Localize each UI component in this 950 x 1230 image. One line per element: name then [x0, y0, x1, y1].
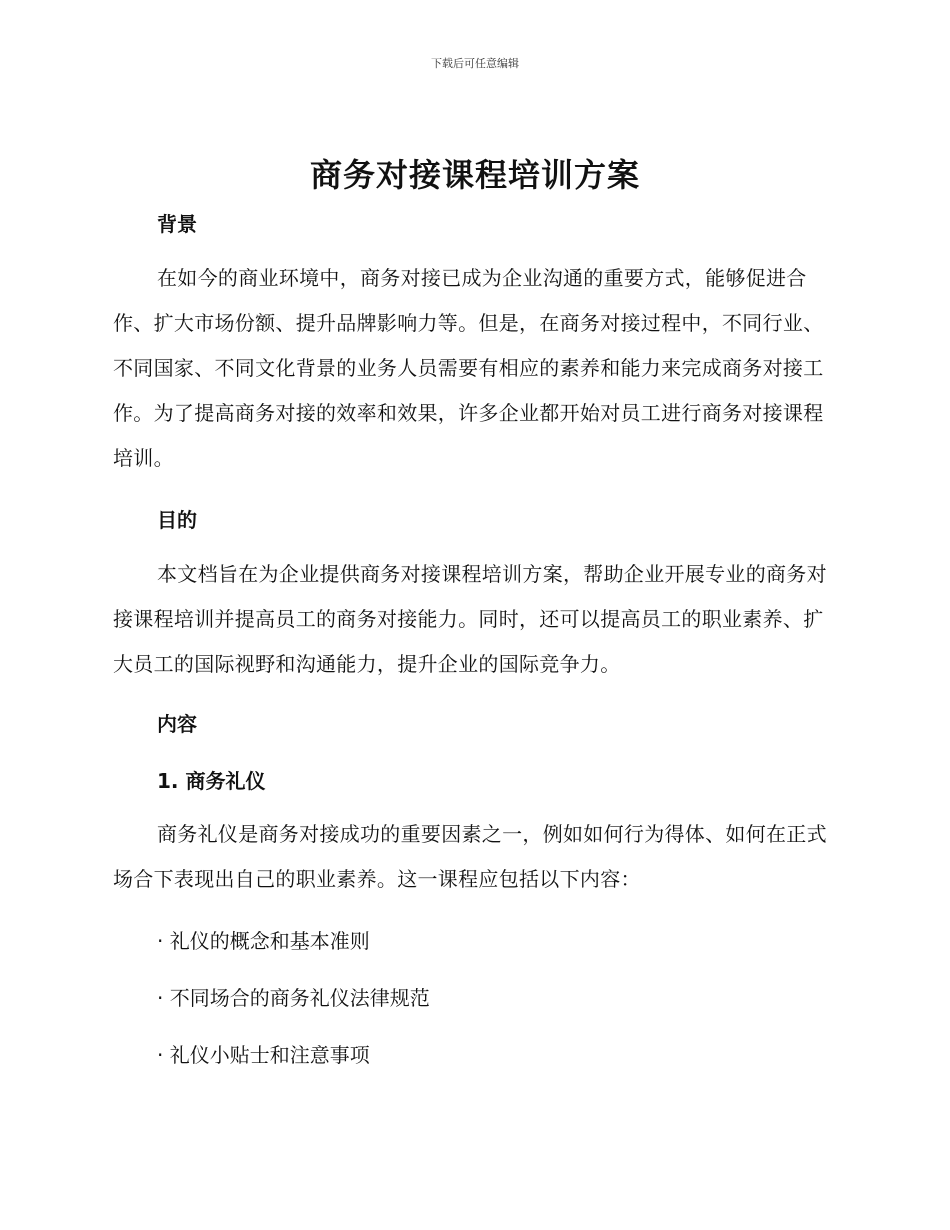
section-heading-content: 内容: [157, 712, 197, 736]
list-item: · 礼仪小贴士和注意事项: [157, 1043, 370, 1067]
list-item: · 礼仪的概念和基本准则: [157, 929, 370, 953]
paragraph-background: 在如今的商业环境中，商务对接已成为企业沟通的重要方式，能够促进合作、扩大市场份额、提升品牌影响力等。但是，在商务对接过程中，不同行业、不同国家、不同文化背景的业务人员需要有相应的素养和能力来完成商务对接工作。为了提高商务对接的效率和效果，许多企业都开始对员工进行商务对接课程培训。: [113, 266, 824, 470]
subheading-business-etiquette: 1. 商务礼仪: [157, 769, 266, 793]
section-heading-purpose: 目的: [157, 508, 197, 532]
section-heading-background: 背景: [157, 212, 197, 236]
document-title: 商务对接课程培训方案: [309, 156, 640, 194]
header-note: 下载后可任意编辑: [431, 57, 519, 70]
paragraph-purpose: 本文档旨在为企业提供商务对接课程培训方案，帮助企业开展专业的商务对接课程培训并提高员工的商务对接能力。同时，还可以提高员工的职业素养、扩大员工的国际视野和沟通能力，提升企业的国际竞争力。: [113, 562, 827, 676]
paragraph-business-etiquette: 商务礼仪是商务对接成功的重要因素之一，例如如何行为得体、如何在正式场合下表现出自己的职业素养。这一课程应包括以下内容：: [113, 822, 827, 891]
list-item: · 不同场合的商务礼仪法律规范: [157, 986, 430, 1010]
